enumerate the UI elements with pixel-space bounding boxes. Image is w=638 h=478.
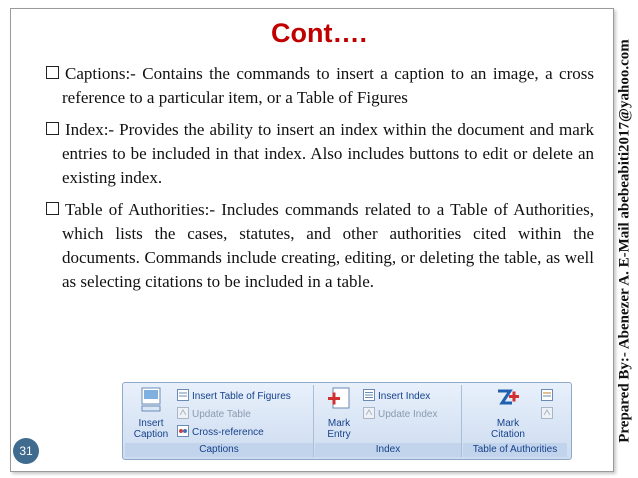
update-table-button[interactable] [177,407,251,423]
mark-citation-button[interactable] [485,387,531,440]
update-icon [177,407,189,419]
side-credit-text: Prepared By:- Abenezer A. E-Mail abebeabiti2017@yahoo.com [616,39,633,443]
mark-entry-label: Mark Entry [327,418,351,440]
bullet-text: Captions:- Contains the commands to insert a caption to an image, a cross reference to a particular item, or a Table of Figures [62,64,594,107]
page-number-badge: 31 [13,438,39,464]
ribbon-group-index [315,385,462,457]
ribbon-group-table-of-authorities [463,385,567,457]
bullet-text: Index:- Provides the ability to insert an index within the document and mark entries to be included in that index. Also includes buttons to edit or delete an existing index. [62,120,594,187]
insert-caption-button[interactable] [129,387,173,440]
update-table-of-authorities-icon[interactable] [541,407,553,419]
update-index-button[interactable] [363,407,438,423]
insert-index-icon [363,389,375,401]
insert-caption-label: Insert Caption [133,418,169,440]
captions-group-label: Captions [125,443,313,457]
mark-entry-button[interactable] [319,387,359,440]
update-index-icon [363,407,375,419]
insert-table-of-authorities-icon[interactable] [541,389,553,401]
table-of-figures-icon [177,389,189,401]
cross-reference-icon [177,425,189,437]
side-credit-bar [612,6,638,476]
cross-reference-label: Cross-reference [192,427,264,438]
checkbox-bullet-icon [46,122,59,135]
mark-citation-icon [496,387,520,413]
table-of-authorities-group-label: Table of Authorities [463,443,567,457]
insert-table-of-figures-label: Insert Table of Figures [192,391,291,402]
insert-index-button[interactable] [363,389,430,405]
bullet-table-of-authorities [46,198,594,294]
ribbon-group-captions [125,385,314,457]
mark-citation-label: Mark Citation [491,418,525,440]
insert-table-of-figures-button[interactable] [177,389,291,405]
index-group-label: Index [315,443,461,457]
insert-caption-icon [139,387,163,413]
insert-index-label: Insert Index [378,391,431,402]
ribbon-screenshot [122,382,572,460]
slide-title: Cont…. [271,18,367,48]
bullet-list [46,62,594,302]
checkbox-bullet-icon [46,66,59,79]
cross-reference-button[interactable] [177,425,264,441]
bullet-text: Table of Authorities:- Includes commands related to a Table of Authorities, which lists the cases, statutes, and other authorities cited within the documents. Commands include creating, editing, or deleting the table, as well as selecting citations to be included in a table. [62,200,594,291]
checkbox-bullet-icon [46,202,59,215]
update-index-label: Update Index [378,409,438,420]
update-table-label: Update Table [192,409,251,420]
mark-entry-icon [327,387,351,413]
bullet-index [46,118,594,190]
bullet-captions [46,62,594,110]
